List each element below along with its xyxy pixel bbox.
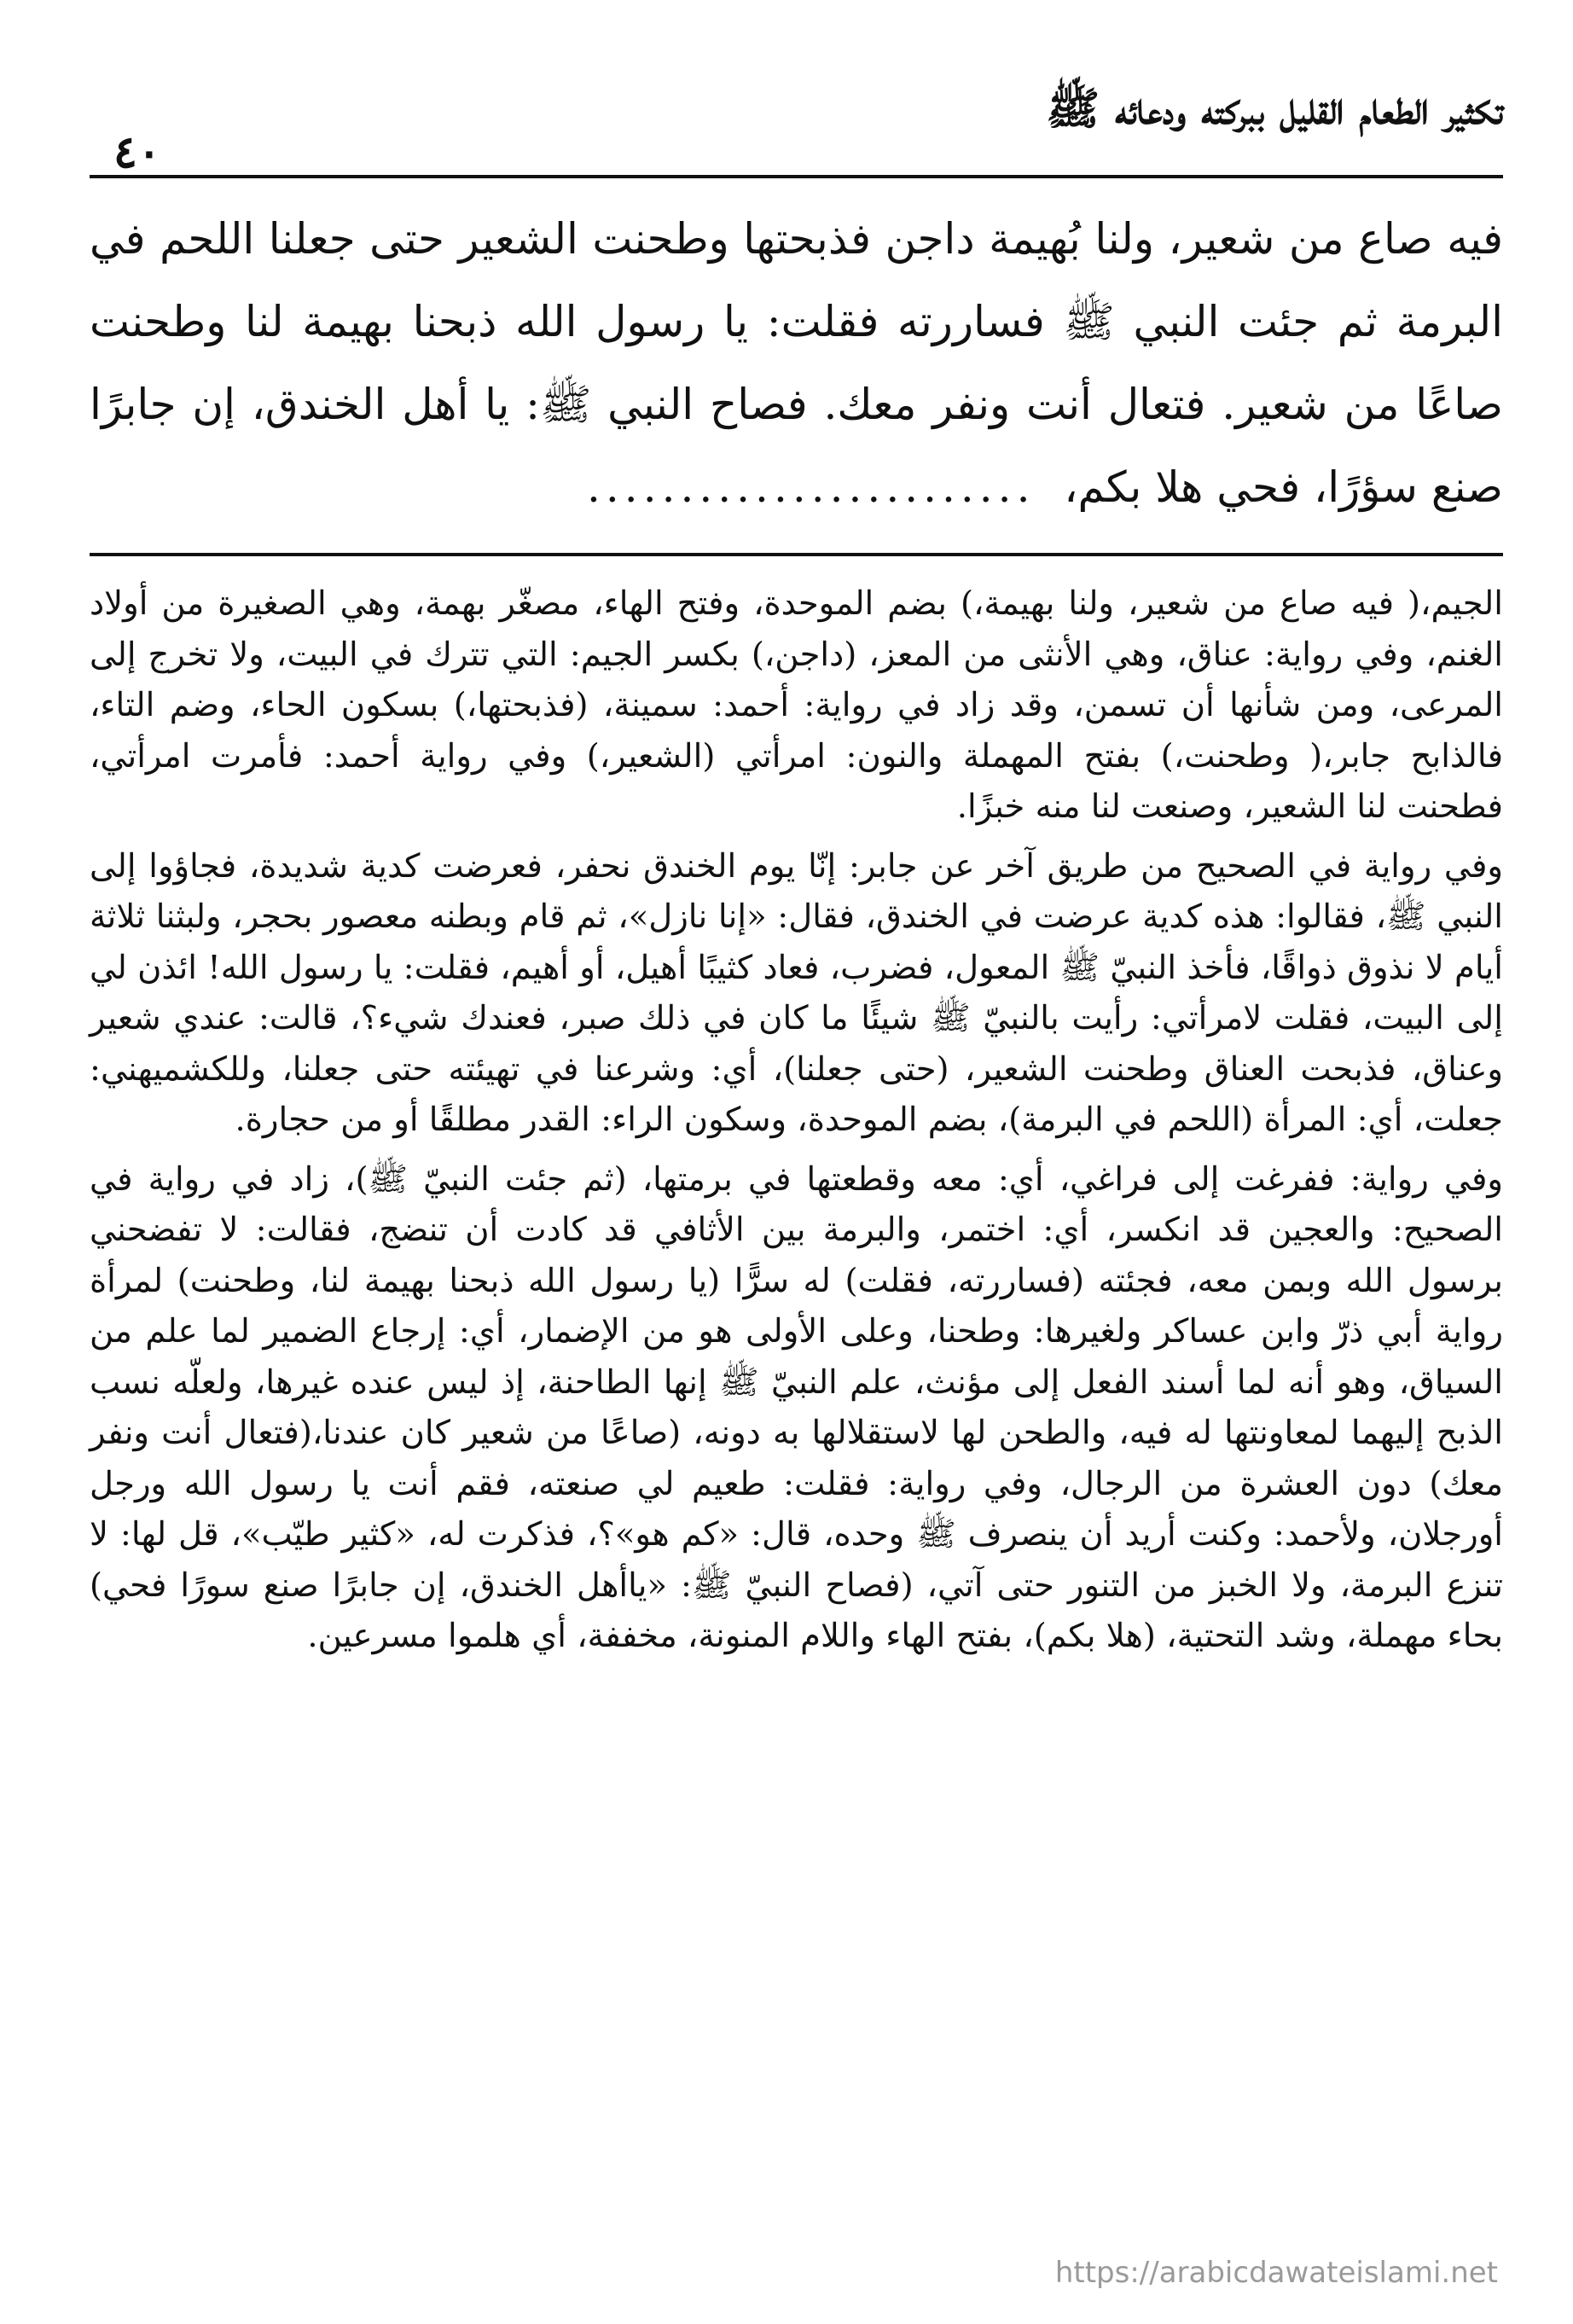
commentary-block (90, 578, 1503, 2217)
running-title: تكثير الطعام القليل ببركته ودعائه ﷺ (1046, 83, 1503, 135)
watermark-url: https://arabicdawateislami.net (1054, 2256, 1498, 2290)
header-divider (90, 175, 1503, 178)
commentary-paragraph: الجيم،( فيه صاع من شعير، ولنا بهيمة،) بضم الموحدة، وفتح الهاء، مصغّر بهمة، وهي الصغيرة من أولاد الغنم، وفي رواية: عناق، وهي الأنثى من المعز، (داجن،) بكسر الجيم: التي تترك في البيت، ولا تخرج إلى المرعى، ومن شأنها أن تسمن، وقد زاد في رواية: أحمد: سمينة، (فذبحتها،) بسكون الحاء، وضم التاء، فالذابح جابر،( وطحنت،) بفتح المهملة والنون: امرأتي (الشعير،) وفي رواية أحمد: فأمرت امرأتي، فطحنت لنا الشعير، وصنعت لنا منه خبزًا. (90, 584, 1503, 826)
main-text-block (90, 198, 1503, 531)
main-text: فيه صاع من شعير، ولنا بُهيمة داجن فذبحتها وطحنت الشعير حتى جعلنا اللحم في البرمة ثم جئت النبي ﷺ فساررته فقلت: يا رسول الله ذبحنا بهيمة لنا وطحنت صاعًا من شعير. فتعال أنت ونفر معك. فصاح النبي ﷺ: يا أهل الخندق، إن جابرًا صنع سؤرًا، فحي هلا بكم، (90, 214, 1503, 512)
commentary-divider (90, 553, 1503, 556)
commentary-paragraph: وفي رواية: ففرغت إلى فراغي، أي: معه وقطعتها في برمتها، (ثم جئت النبيّ ﷺ)، زاد في رواية في الصحيح: والعجين قد انكسر، أي: اختمر، والبرمة بين الأثافي قد كادت أن تنضج، فقالت: لا تفضحني برسول الله وبمن معه، فجئته (فساررته، فقلت) له سرًّا (يا رسول الله ذبحنا بهيمة لنا، وطحنت) لمرأة رواية أبي ذرّ وابن عساكر ولغيرها: وطحنا، وعلى الأولى هو من الإضمار، أي: إرجاع الضمير لما علم من السياق، وهو أنه لما أسند الفعل إلى مؤنث، علم النبيّ ﷺ إنها الطاحنة، إذ ليس عنده غيرها، ولعلّه نسب الذبح إليهما لمعاونتها له فيه، والطحن لها لاستقلالها به دونه، (صاعًا من شعير كان عندنا،(فتعال أنت ونفر معك) دون العشرة من الرجال، وفي رواية: فقلت: طعيم لي صنعته، فقم أنت يا رسول الله ورجل أورجلان، ولأحمد: وكنت أريد أن ينصرف ﷺ وحده، قال: «كم هو»؟، فذكرت له، «كثير طيّب»، قل لها: لا تنزع البرمة، ولا الخبز من التنور حتى آتي، (فصاح النبيّ ﷺ: «ياأهل الخندق، إن جابرًا صنع سورًا فحي) بحاء مهملة، وشد التحتية، (هلا بكم)، بفتح الهاء واللام المنونة، مخففة، أي هلموا مسرعين. (90, 1159, 1504, 1655)
page-number: ٤٠ (113, 126, 161, 178)
ellipsis: ........................ (587, 462, 1036, 512)
page-header (90, 51, 1503, 178)
commentary-paragraph: وفي رواية في الصحيح من طريق آخر عن جابر: إنّا يوم الخندق نحفر، فعرضت كدية شديدة، فجاؤوا إلى النبي ﷺ، فقالوا: هذه كدية عرضت في الخندق، فقال: «إنا نازل»، ثم قام وبطنه معصور بحجر، ولبثنا ثلاثة أيام لا نذوق ذواقًا، فأخذ النبيّ ﷺ المعول، فضرب، فعاد كثيبًا أهيل، أو أهيم، فقلت: يا رسول الله! ائذن لي إلى البيت، فقلت لامرأتي: رأيت بالنبيّ ﷺ شيئًا ما كان في ذلك صبر، فعندك شيء؟، قالت: عندي شعير وعناق، فذبحت العناق وطحنت الشعير، (حتى جعلنا)، أي: وشرعنا في تهيئته حتى جعلنا، وللكشميهني: جعلت، أي: المرأة (اللحم في البرمة)، بضم الموحدة، وسكون الراء: القدر مطلقًا أو من حجارة. (90, 846, 1503, 1139)
